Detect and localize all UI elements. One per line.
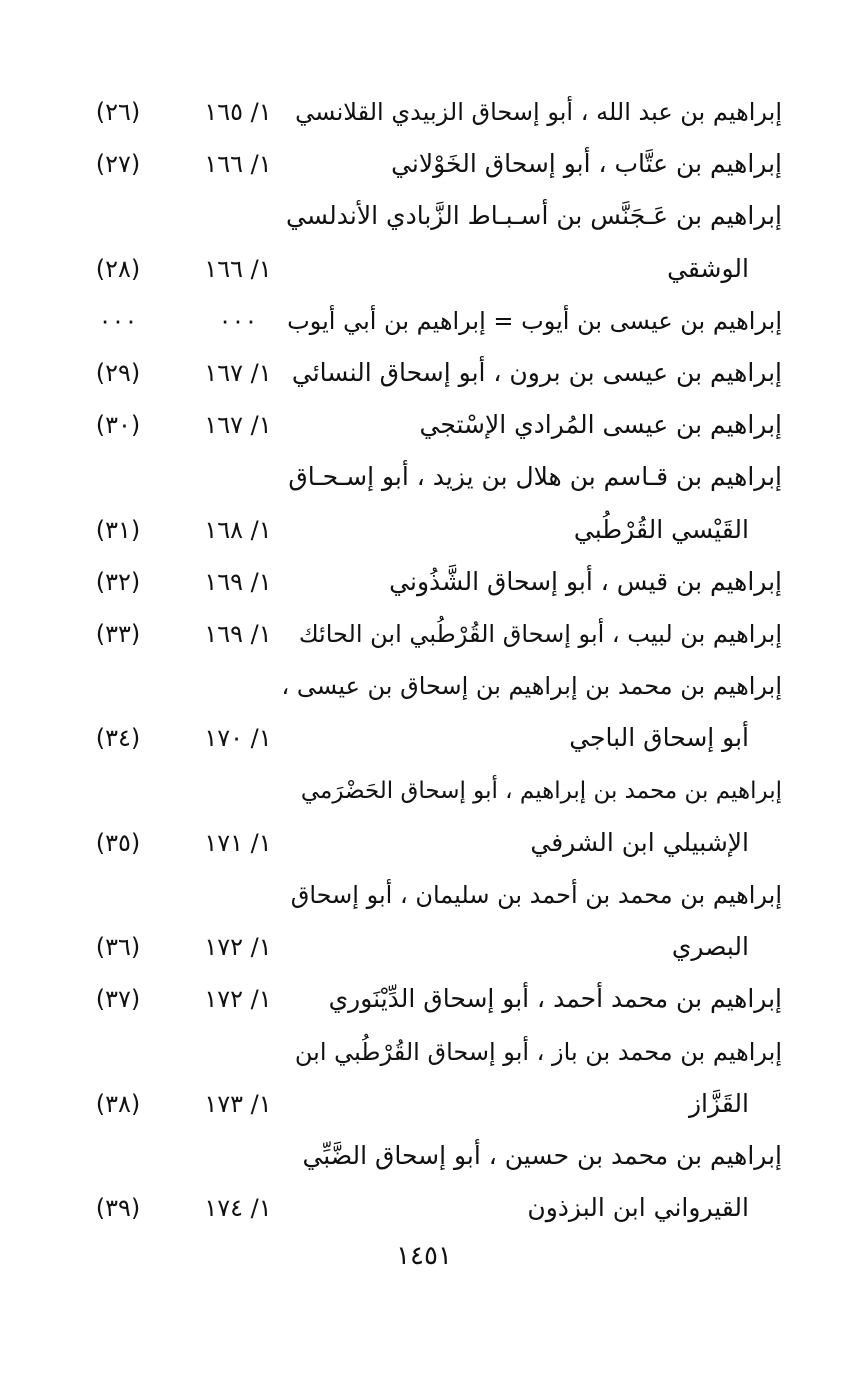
entry-volume-page: ١/ ١٧٠ xyxy=(204,724,272,753)
entry-number xyxy=(78,190,158,242)
entry-row xyxy=(0,660,849,712)
entry-name: إبراهيم بن عيسى بن أيوب = إبراهيم بن أبي أيوب xyxy=(287,306,782,335)
entry-row xyxy=(0,243,849,295)
entry-volume-page xyxy=(178,869,298,921)
entry-number: (٢٦) xyxy=(95,98,141,126)
entry-volume-page: ١/ ١٧٤ xyxy=(204,1194,272,1223)
page-number: ١٤٥١ xyxy=(396,1241,452,1271)
entry-name: القَيْسي القُرْطُبي xyxy=(573,514,749,544)
entry-row xyxy=(0,869,849,921)
entry-row xyxy=(0,504,849,556)
entry-number xyxy=(78,1026,158,1078)
entry-volume-page: ١/ ١٦٦ xyxy=(204,254,272,283)
entry-name: إبراهيم بن لبيب ، أبو إسحاق القُرْطُبي ابن الحائك xyxy=(298,620,782,648)
entry-number: (٣٣) xyxy=(95,620,141,648)
entry-volume-page: ١/ ١٧٢ xyxy=(204,985,272,1014)
entry-number xyxy=(78,1130,158,1182)
entry-name: إبراهيم بن محمد بن حسين ، أبو إسحاق الضَّبِّي xyxy=(302,1141,782,1170)
entry-row xyxy=(0,138,849,190)
entry-volume-page xyxy=(178,1026,298,1078)
entry-row xyxy=(0,921,849,973)
entry-name: إبراهيم بن عيسى المُرادي الإسْتجي xyxy=(419,410,782,440)
entry-row xyxy=(0,347,849,399)
entry-volume-page: ١/ ١٦٩ xyxy=(204,567,272,596)
entry-name: إبراهيم بن قيس ، أبو إسحاق الشَّذُوني xyxy=(389,566,782,596)
entry-row xyxy=(0,765,849,817)
entry-number: (٣١) xyxy=(95,515,141,544)
entry-row xyxy=(0,1182,849,1234)
entry-number: (٢٩) xyxy=(95,359,141,387)
entry-name: إبراهيم بن عيسى بن برون ، أبو إسحاق النسائي xyxy=(291,358,782,387)
entry-number: (٣٢) xyxy=(95,567,141,596)
entry-name: إبراهيم بن عَـجَنَّس بن أسـبـاط الزَّبادي الأندلسي xyxy=(286,201,782,231)
entry-volume-page: ١/ ١٧١ xyxy=(204,828,272,857)
entry-volume-page: ١/ ١٦٧ xyxy=(204,359,272,387)
entry-row xyxy=(0,556,849,608)
entry-number: (٢٨) xyxy=(95,254,141,283)
entry-row xyxy=(0,295,849,347)
entry-volume-page xyxy=(178,1130,298,1182)
entry-name: إبراهيم بن محمد بن إبراهيم ، أبو إسحاق الحَضْرَمي xyxy=(300,777,782,804)
entry-name: الوشقي xyxy=(667,253,749,283)
entry-volume-page xyxy=(178,660,298,712)
entry-name: القيرواني ابن البزذون xyxy=(527,1193,749,1223)
entry-name: إبراهيم بن قـاسم بن هلال بن يزيد ، أبو إسـحـاق xyxy=(288,462,782,492)
entry-number: (٣٠) xyxy=(95,411,141,440)
entry-number: (٣٤) xyxy=(95,724,141,753)
entry-number xyxy=(78,869,158,921)
entry-row xyxy=(0,190,849,242)
entry-volume-page: ١/ ١٧٣ xyxy=(204,1089,272,1118)
entry-number xyxy=(78,765,158,817)
entry-number: (٣٩) xyxy=(95,1194,141,1223)
entry-volume-page: ١/ ١٦٥ xyxy=(204,98,272,126)
entry-volume-page: ٠٠٠ xyxy=(218,306,258,335)
entry-number xyxy=(78,660,158,712)
entry-row xyxy=(0,1130,849,1182)
entry-volume-page: ١/ ١٦٨ xyxy=(204,515,272,544)
entry-row xyxy=(0,399,849,451)
entry-row xyxy=(0,451,849,503)
entry-name: القَزَّاز xyxy=(688,1088,749,1118)
entry-number: (٣٥) xyxy=(95,828,141,857)
entry-row xyxy=(0,86,849,138)
entry-row xyxy=(0,712,849,764)
entry-number: (٣٨) xyxy=(95,1089,141,1118)
entry-number: (٣٧) xyxy=(95,985,141,1014)
entry-name: إبراهيم بن عتَّاب ، أبو إسحاق الخَوْلاني xyxy=(391,149,782,179)
entry-volume-page: ١/ ١٦٦ xyxy=(204,150,272,179)
entry-name: الإشبيلي ابن الشرفي xyxy=(530,827,749,857)
entry-name: البصري xyxy=(671,932,749,962)
entry-row xyxy=(0,1078,849,1130)
entry-volume-page: ١/ ١٧٢ xyxy=(204,933,272,962)
entry-row xyxy=(0,973,849,1025)
entry-name: إبراهيم بن محمد بن أحمد بن سليمان ، أبو إسحاق xyxy=(290,881,782,909)
entry-volume-page xyxy=(178,765,298,817)
entry-name: إبراهيم بن محمد بن إبراهيم بن إسحاق بن عيسى ، xyxy=(281,672,782,701)
entry-row xyxy=(0,817,849,869)
entry-row xyxy=(0,1026,849,1078)
entry-number: ٠٠٠ xyxy=(98,306,138,335)
entry-number xyxy=(78,451,158,503)
entry-number: (٣٦) xyxy=(95,933,141,962)
entry-number: (٢٧) xyxy=(95,150,141,179)
entry-name: أبو إسحاق الباجي xyxy=(569,723,749,753)
entry-name: إبراهيم بن عبد الله ، أبو إسحاق الزبيدي القلانسي xyxy=(295,98,782,126)
entry-row xyxy=(0,608,849,660)
entry-name: إبراهيم بن محمد بن باز ، أبو إسحاق القُرْطُبي ابن xyxy=(294,1037,782,1066)
entry-volume-page: ١/ ١٦٩ xyxy=(204,620,272,648)
entry-volume-page: ١/ ١٦٧ xyxy=(204,411,272,440)
entry-volume-page xyxy=(178,451,298,503)
entry-name: إبراهيم بن محمد أحمد ، أبو إسحاق الدِّيْنَوري xyxy=(328,984,782,1014)
entry-volume-page xyxy=(178,190,298,242)
